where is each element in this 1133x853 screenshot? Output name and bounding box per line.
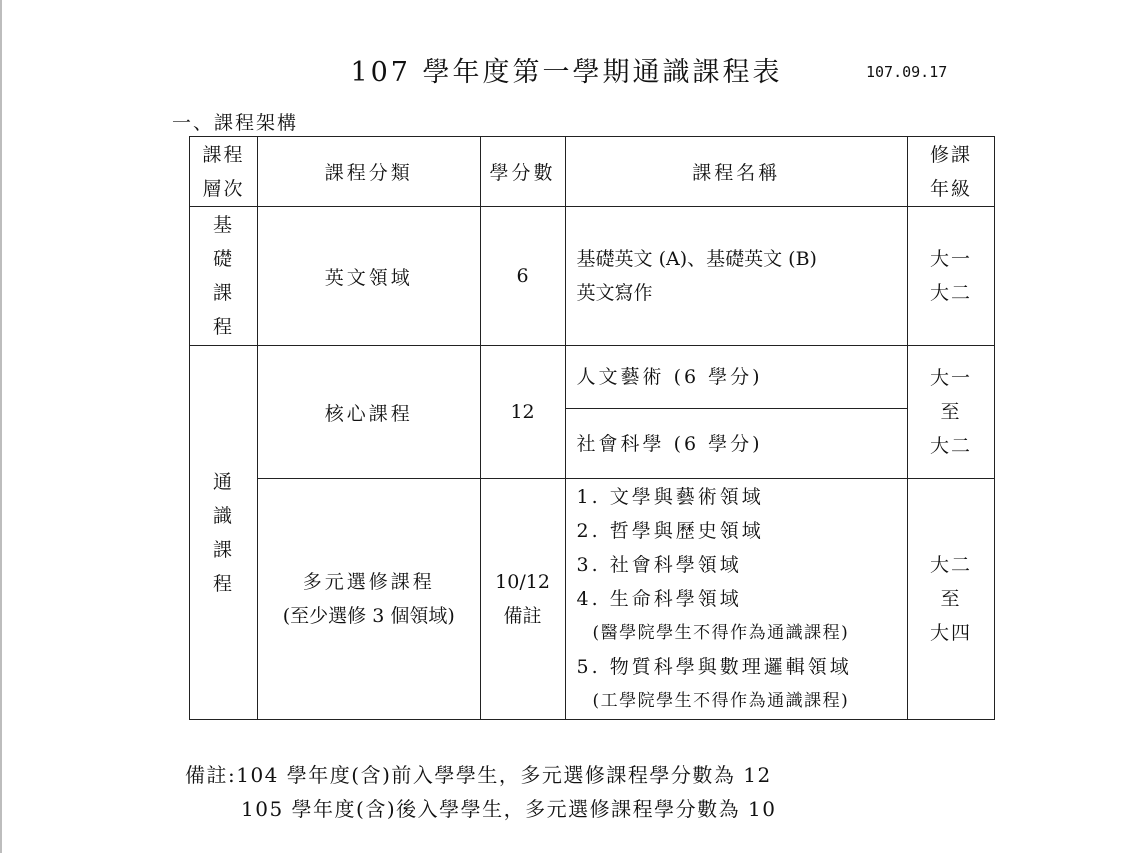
basic-grades [908,207,995,346]
core-grades [908,346,995,479]
level-char: 礎 [212,248,234,270]
core-course-name-1: 人文藝術 (6 學分) [565,346,908,409]
grade: 大二 [930,282,973,304]
page-title: 107 學年度第一學期通識課程表 [350,57,783,88]
grade: 大四 [930,622,973,644]
document-date: 107.09.17 [866,63,948,81]
course-name: 英文寫作 [576,282,653,304]
course-name: 4. 生命科學領域 [576,588,742,610]
header-grade [908,137,995,207]
basic-category: 英文領域 [257,207,480,346]
elective-course-names [565,479,908,720]
level-char: 程 [212,572,234,595]
grade: 大二 [930,554,973,576]
header-grade-line1: 修課 [930,143,973,166]
core-category: 核心課程 [257,346,480,479]
level-char: 識 [212,504,234,527]
table-header-row [190,137,995,207]
elective-credits-line1: 10/12 [495,571,550,593]
core-credits: 12 [480,346,565,479]
elective-category-line1: 多元選修課程 [302,571,435,593]
core-course-row-1 [190,346,995,409]
grade: 大一 [930,248,973,270]
page-edge [0,0,2,853]
level-char: 通 [212,470,234,493]
header-course-names: 課程名稱 [565,137,908,207]
grade: 至 [940,588,962,610]
level-char: 基 [212,214,234,236]
note-line-1: 備註:104 學年度(含)前入學學生，多元選修課程學分數為 12 [185,763,772,787]
header-grade-line2: 年級 [930,177,973,200]
basic-course-row [190,207,995,346]
level-char: 課 [212,538,234,561]
course-name: 基礎英文 (A)、基礎英文 (B) [576,248,817,270]
note-line-2: 105 學年度(含)後入學學生，多元選修課程學分數為 10 [241,797,777,821]
course-name: 2. 哲學與歷史領域 [576,520,764,542]
course-note: (工學院學生不得作為通識課程) [592,691,850,711]
header-level [190,137,258,207]
header-category: 課程分類 [257,137,480,207]
course-name: 5. 物質科學與數理邏輯領域 [576,656,852,678]
grade: 大二 [930,435,973,457]
header-level-line2: 層次 [202,177,245,200]
elective-category [257,479,480,720]
level-char: 程 [212,316,234,338]
course-structure-table [189,136,995,720]
elective-course-row [190,479,995,720]
general-level-cell [190,346,258,720]
course-name: 3. 社會科學領域 [576,554,742,576]
elective-category-line2: (至少選修 3 個領域) [282,605,455,627]
basic-course-names [565,207,908,346]
header-level-line1: 課程 [202,143,245,166]
grade: 大一 [930,367,973,389]
level-char: 課 [212,282,234,304]
elective-credits [480,479,565,720]
section-heading: 一、課程架構 [172,112,299,134]
core-course-name-2: 社會科學 (6 學分) [565,409,908,479]
course-note: (醫學院學生不得作為通識課程) [592,623,850,643]
course-name: 1. 文學與藝術領域 [576,486,764,508]
header-credits: 學分數 [480,137,565,207]
grade: 至 [940,401,962,423]
elective-grades [908,479,995,720]
basic-level-cell [190,207,258,346]
elective-credits-line2: 備註 [503,605,542,627]
basic-credits: 6 [480,207,565,346]
